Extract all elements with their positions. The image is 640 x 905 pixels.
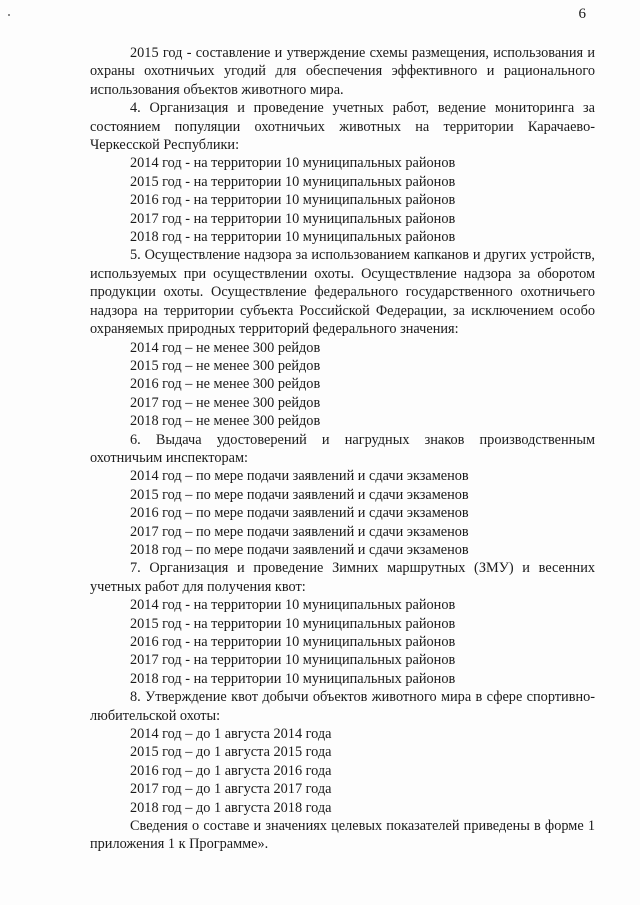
list-item: 2015 год - на территории 10 муниципальных районов [130,173,456,190]
list-item: 2017 год – до 1 августа 2017 года [130,781,332,798]
paragraph: 5. Осуществление надзора за использованием капканов и других устройств, используемых при осуществлении охоты. Осуществление надзора за оборотом продукции охоты. Осуществление федерального государственного охотничьего надзора на территории субъекта Российской Федерации, за исключением особо охраняемых природных территорий федерального значения: [90,247,595,338]
paragraph: 2015 год - составление и утверждение схемы размещения, использования и охраны охотничьих угодий для обеспечения эффективного и рационального использования объектов животного мира. [90,45,595,98]
document-body [90,44,595,854]
list-item: 2014 год – не менее 300 рейдов [130,339,321,356]
list-item: 2016 год - на территории 10 муниципальных районов [130,192,456,209]
list-item: 2015 год – до 1 августа 2015 года [130,744,332,761]
list-item: 2014 год – по мере подачи заявлений и сдачи экзаменов [130,468,469,485]
list-item: 2016 год - на территории 10 муниципальных районов [130,634,456,650]
list-item: 2016 год – не менее 300 рейдов [130,376,321,393]
list-item: 2018 год – до 1 августа 2018 года [130,799,332,816]
paragraph: 7. Организация и проведение Зимних маршрутных (ЗМУ) и весенних учетных работ для получения квот: [90,560,595,595]
paragraph: Сведения о составе и значениях целевых показателей приведены в форме 1 приложения 1 к Программе». [90,818,595,853]
list-item: 2016 год – до 1 августа 2016 года [130,762,332,779]
list-item: 2015 год – по мере подачи заявлений и сдачи экзаменов [130,486,469,503]
paragraph: 8. Утверждение квот добычи объектов животного мира в сфере спортивно-любительской охоты: [90,689,595,724]
list-item: 2015 год – не менее 300 рейдов [130,357,321,374]
list-item: 2018 год - на территории 10 муниципальных районов [130,229,456,246]
list-item: 2018 год - на территории 10 муниципальных районов [130,670,456,687]
scan-speck [8,14,10,16]
list-item: 2014 год - на территории 10 муниципальных районов [130,155,456,172]
paragraph: 4. Организация и проведение учетных работ, ведение мониторинга за состоянием популяции охотничьих животных на территории Карачаево-Черкесской Республики: [90,100,595,154]
list-item: 2018 год – по мере подачи заявлений и сдачи экзаменов [130,541,469,558]
list-item: 2018 год – не менее 300 рейдов [130,413,321,430]
list-item: 2017 год - на территории 10 муниципальных районов [130,652,456,669]
list-item: 2014 год – до 1 августа 2014 года [130,726,332,743]
list-item: 2016 год – по мере подачи заявлений и сдачи экзаменов [130,505,469,522]
list-item: 2014 год - на территории 10 муниципальных районов [130,597,456,614]
list-item: 2017 год – по мере подачи заявлений и сдачи экзаменов [130,523,469,540]
list-item: 2015 год - на территории 10 муниципальных районов [130,615,456,632]
list-item: 2017 год - на территории 10 муниципальных районов [130,210,456,227]
list-item: 2017 год – не менее 300 рейдов [130,394,321,411]
page-number: 6 [578,6,586,22]
paragraph: 6. Выдача удостоверений и нагрудных знаков производственным охотничьим инспекторам: [90,431,595,466]
